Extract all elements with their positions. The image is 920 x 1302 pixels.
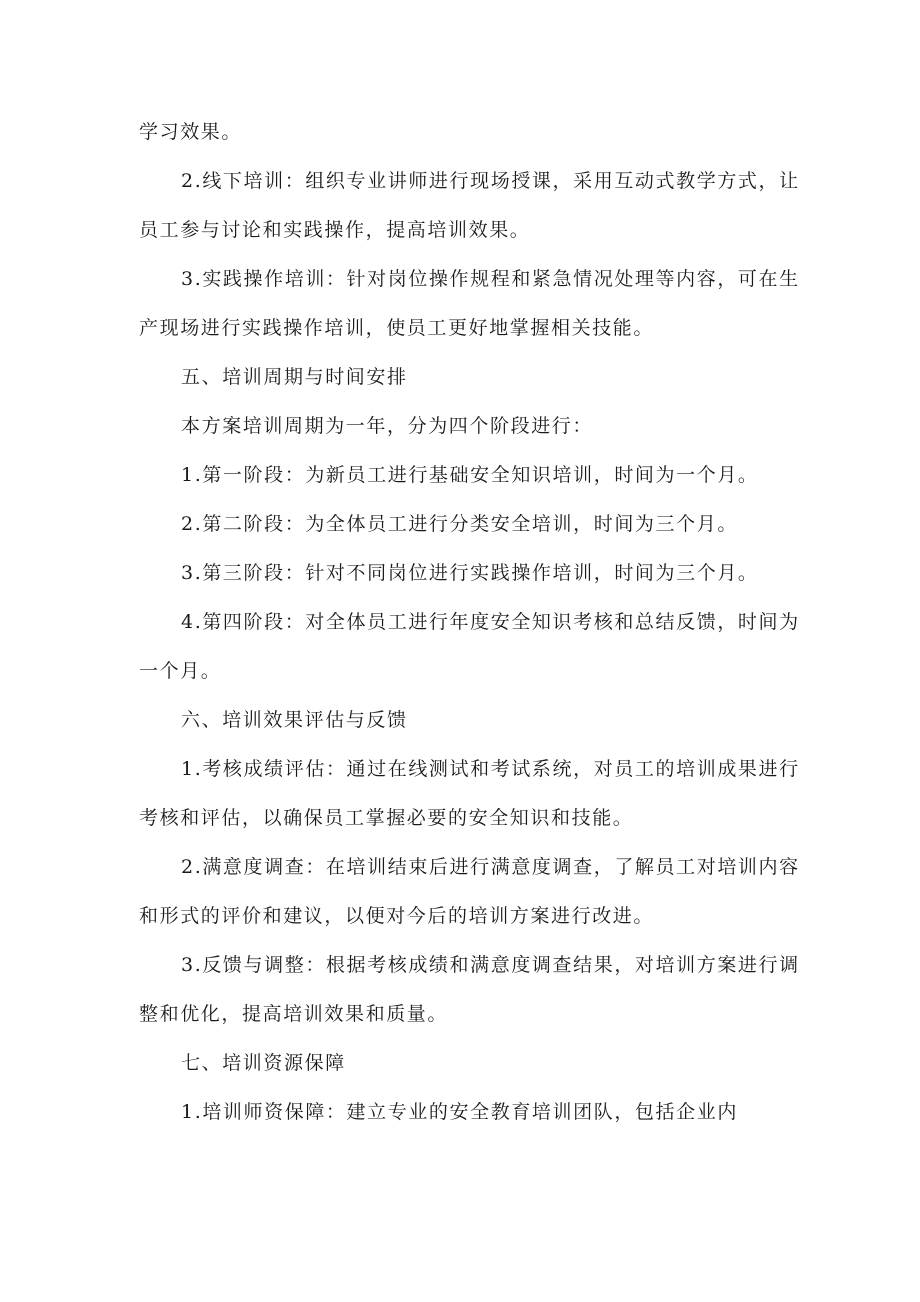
list-item: 3.反馈与调整：根据考核成绩和满意度调查结果，对培训方案进行调: [181, 954, 800, 976]
list-item: 2.第二阶段：为全体员工进行分类安全培训，时间为三个月。: [181, 513, 738, 535]
paragraph-line: 产现场进行实践操作培训，使员工更好地掌握相关技能。: [139, 317, 655, 339]
list-item: 2.满意度调查：在培训结束后进行满意度调查，了解员工对培训内容: [181, 856, 800, 878]
paragraph-line: 考核和评估，以确保员工掌握必要的安全知识和技能。: [139, 807, 634, 829]
list-item: 4.第四阶段：对全体员工进行年度安全知识考核和总结反馈，时间为: [181, 611, 800, 633]
paragraph-line: 3.实践操作培训：针对岗位操作规程和紧急情况处理等内容，可在生: [181, 268, 800, 290]
paragraph-line: 学习效果。: [139, 121, 243, 143]
list-item: 1.培训师资保障：建立专业的安全教育培训团队，包括企业内: [181, 1101, 738, 1123]
paragraph-line: 2.线下培训：组织专业讲师进行现场授课，采用互动式教学方式，让: [181, 170, 800, 192]
list-item: 1.考核成绩评估：通过在线测试和考试系统，对员工的培训成果进行: [181, 758, 800, 780]
section-heading: 七、培训资源保障: [181, 1052, 346, 1074]
section-heading: 六、培训效果评估与反馈: [181, 709, 408, 731]
section-heading: 五、培训周期与时间安排: [181, 366, 408, 388]
paragraph-line: 员工参与讨论和实践操作，提高培训效果。: [139, 219, 531, 241]
paragraph-line: 一个月。: [139, 660, 222, 682]
list-item: 3.第三阶段：针对不同岗位进行实践操作培训，时间为三个月。: [181, 562, 759, 584]
paragraph-line: 和形式的评价和建议，以便对今后的培训方案进行改进。: [139, 905, 655, 927]
list-item: 1.第一阶段：为新员工进行基础安全知识培训，时间为一个月。: [181, 464, 759, 486]
paragraph-line: 本方案培训周期为一年，分为四个阶段进行：: [181, 415, 594, 437]
paragraph-line: 整和优化，提高培训效果和质量。: [139, 1003, 449, 1025]
